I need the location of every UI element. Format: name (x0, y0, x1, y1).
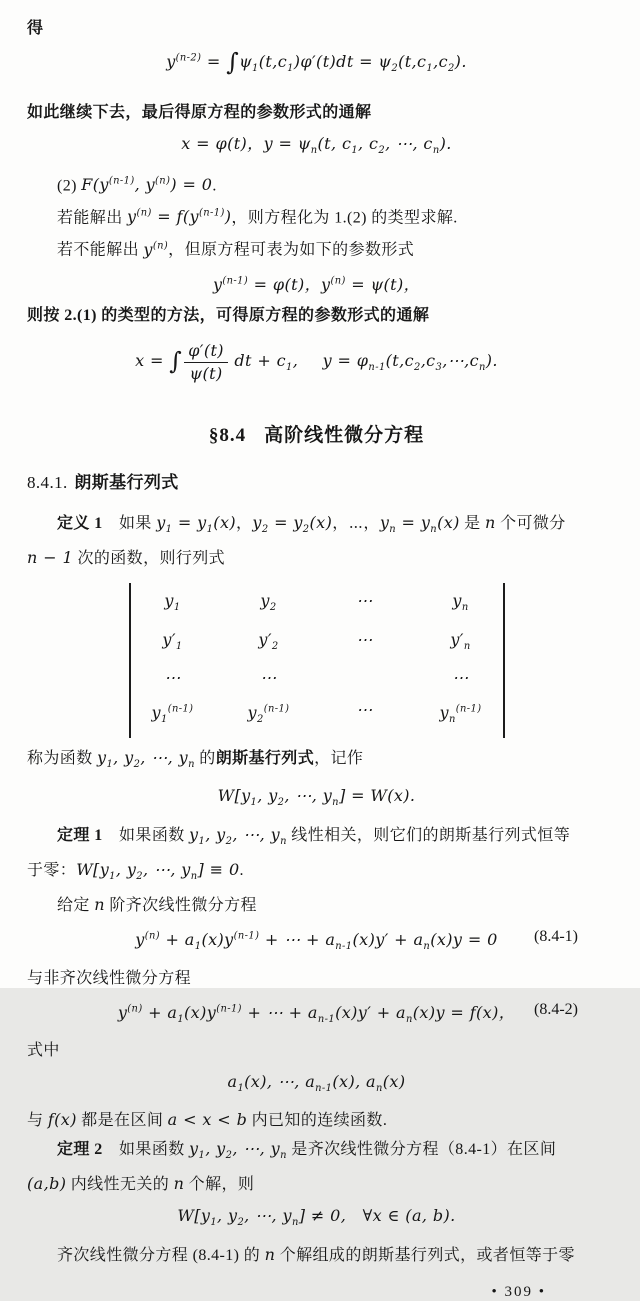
fraction-prefix: x = ∫ (135, 346, 183, 375)
determinant-cell: $y_2^{(n-1)}$ (247, 703, 290, 726)
subsection-number: 8.4.1. (27, 473, 68, 493)
theorem-1-text: 如果函数 $y_1$, $y_2$, ⋯, $y_n$ 线性相关，则它们的朗斯基行列式恒等 (119, 824, 571, 847)
fraction-second-part: $y = \varphi_{n-1}(t,c_2,c_3,\cdots,c_n)$. (322, 351, 498, 374)
determinant-cell: ⋯ (164, 667, 181, 687)
coefficients-line: $a_1(x)$, ⋯, $a_{n-1}(x)$, $a_n(x)$ (227, 1072, 406, 1095)
definition-1-line1 (27, 509, 606, 544)
theorem-1-line2: 于零：$W[y_1$, $y_2$, ⋯, $y_n] \equiv 0$. (27, 859, 244, 883)
equation-8-4-1-tag: (8.4-1) (534, 928, 578, 946)
nonhomogeneous-line: 与非齐次线性微分方程 (27, 969, 192, 987)
equation-8-4-1 (27, 922, 606, 963)
section-number: §8.4 (208, 425, 247, 447)
theorem-1-line1 (27, 821, 606, 856)
determinant-cell: ⋯ (356, 629, 373, 649)
fraction (184, 341, 228, 384)
fraction-numerator: φ′(t) (184, 341, 228, 363)
fraction-suffix: dt + $c_1$, (234, 351, 299, 374)
wronskian-notation: $W[y_1$, $y_2$, ⋯, $y_n] = W(x)$. (217, 786, 416, 809)
section-heading (27, 421, 606, 451)
paragraph-continue: 如此继续下去，最后得原方程的参数形式的通解 (27, 103, 372, 121)
determinant-cell: $y_n$ (452, 591, 469, 614)
theorem-2-label: 定理 2 (57, 1141, 103, 1159)
equation-8-4-1-body: $y^{(n)} + a_1(x)y^{(n-1)}$ + ⋯ + $a_{n-1}(x)y' + a_n(x)y = 0$ (135, 930, 498, 953)
determinant-cell (339, 666, 391, 691)
equation-8-4-2-tag: (8.4-2) (534, 1000, 578, 1018)
determinant-cell: ⋯ (356, 699, 373, 719)
definition-1-label: 定义 1 (57, 515, 103, 533)
paragraph-method: 则按 2.(1) 的类型的方法，可得原方程的参数形式的通解 (27, 307, 430, 325)
equation-8-4-2 (27, 995, 606, 1036)
determinant-cell: $y_n^{(n-1)}$ (439, 703, 482, 726)
theorem-2-line2: (a,b) 内线性无关的 n 个解，则 (27, 1174, 255, 1194)
formula-integral-psi2: $y^{(n-2)} = \int\psi_1(t,c_1)\varphi'(t)dt = \psi_2(t,c_1,c_2)$. (166, 48, 467, 77)
formula-parametric-form: $y^{(n-1)} = \varphi(t)$，$y^{(n)} = \psi(t)$， (212, 275, 421, 295)
case-2-line: (2) $F(y^{(n-1)}$, $y^{(n)}) = 0$. (57, 175, 217, 195)
determinant-cell: $y'_n$ (450, 629, 471, 652)
determinant-cell: $y_2$ (260, 591, 277, 614)
determinant-cell: $y'_1$ (162, 629, 183, 652)
section-title: 高阶线性微分方程 (264, 425, 425, 447)
formula-general-solution: x = φ(t)，$y = \psi_n(t$, $c_1$, $c_2$, ⋯, $c_n$). (181, 133, 452, 156)
formula-fraction-solution (27, 338, 606, 391)
continuous-functions-line: 与 f(x) 都是在区间 a < x < b 内已知的连续函数. (27, 1110, 388, 1130)
determinant-cell: ⋯ (356, 591, 373, 611)
called-wronskian-line: 称为函数 $y_1$, $y_2$, ⋯, $y_n$ 的朗斯基行列式，记作 (27, 748, 364, 771)
subsection-heading (27, 469, 606, 497)
page-number: • 309 • (491, 1283, 546, 1300)
theorem-2-text: 如果函数 $y_1$, $y_2$, ⋯, $y_n$ 是齐次线性微分方程（8.4-1）在区间 (119, 1139, 557, 1162)
paragraph-unsolvable: 若不能解出 $y^{(n)}$，但原方程可表为如下的参数形式 (57, 239, 415, 259)
theorem-2-line1 (27, 1135, 606, 1170)
given-equation-line: 给定 n 阶齐次线性微分方程 (57, 895, 257, 915)
determinant-cell: $y_1^{(n-1)}$ (151, 703, 194, 726)
determinant-cell: $y'_2$ (258, 629, 279, 652)
definition-1-line2: n − 1 次的函数，则行列式 (27, 548, 226, 568)
wronskian-nonzero-formula: $W[y_1$, $y_2$, ⋯, $y_n] \ne 0$, ∀x ∈ (a, b). (177, 1206, 456, 1229)
fraction-denominator: ψ(t) (189, 364, 223, 384)
determinant-matrix (129, 583, 505, 738)
wronskian-determinant (27, 583, 606, 738)
lead-character: 得 (27, 20, 44, 37)
determinant-cell: ⋯ (260, 667, 277, 687)
theorem-1-label: 定理 1 (57, 826, 103, 844)
closing-line: 齐次线性微分方程 (8.4-1) 的 n 个解组成的朗斯基行列式，或者恒等于零 (57, 1244, 575, 1264)
definition-1-text: 如果 $y_1 = y_1(x)$，$y_2 = y_2(x)$，⋯，$y_n = y_n(x)$ 是 n 个可微分 (119, 513, 566, 536)
equation-8-4-2-body: $y^{(n)} + a_1(x)y^{(n-1)}$ + ⋯ + $a_{n-1}(x)y' + a_n(x)y = f(x)$， (117, 1002, 516, 1026)
determinant-cell: $y_1$ (164, 591, 181, 614)
subsection-title: 朗斯基行列式 (74, 473, 179, 493)
determinant-cell: ⋯ (452, 667, 469, 687)
where-line: 式中 (27, 1042, 60, 1060)
paragraph-solvable: 若能解出 $y^{(n)} = f(y^{(n-1)})$，则方程化为 1.(2) 的类型求解. (57, 207, 458, 227)
